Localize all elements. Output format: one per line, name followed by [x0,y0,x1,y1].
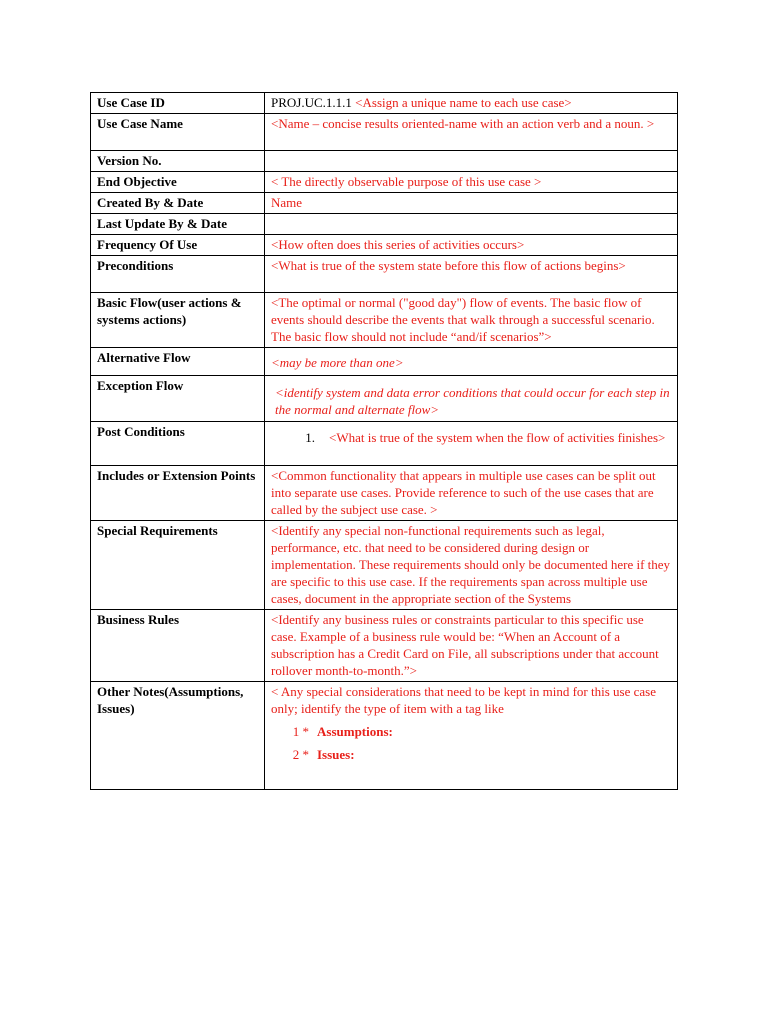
row-value: <Identify any business rules or constraints particular to this specific use case. Example of a business rule would be: “When an Account of a subscription has a Credit Card on File, all subscriptions under that account rollover month-to-month.”> [265,610,678,682]
table-row [91,172,678,193]
row-label: Other Notes(Assumptions, Issues) [91,682,265,790]
list-item [271,429,672,446]
table-row [91,422,678,466]
row-label: Post Conditions [91,422,265,466]
row-label: Frequency Of Use [91,235,265,256]
row-label: Special Requirements [91,521,265,610]
table-row [91,193,678,214]
list-number: 1. [305,430,315,445]
table-row [91,93,678,114]
table-row [91,235,678,256]
row-label: Version No. [91,151,265,172]
post-conditions-list [271,429,672,446]
row-label: Business Rules [91,610,265,682]
tag-item-issues [271,746,672,763]
use-case-id-value: PROJ.UC.1.1.1 [271,95,356,110]
list-item-text: <What is true of the system when the flow of activities finishes> [329,430,666,445]
table-row [91,214,678,235]
row-value: <may be more than one> [265,348,678,376]
row-value: <identify system and data error conditions that could occur for each step in the normal and alternate flow> [265,376,678,422]
table-row [91,293,678,348]
row-label: Exception Flow [91,376,265,422]
tag-label: Assumptions: [317,724,393,739]
row-label: Created By & Date [91,193,265,214]
row-label: Use Case Name [91,114,265,151]
table-row [91,151,678,172]
row-value [265,214,678,235]
table-row [91,521,678,610]
row-label: Use Case ID [91,93,265,114]
table-row [91,348,678,376]
row-value: Name [265,193,678,214]
use-case-id-hint: <Assign a unique name to each use case> [355,95,572,110]
row-value: <The optimal or normal ("good day") flow of events. The basic flow of events should describe the events that walk through a successful scenario. The basic flow should not include “and/if scenarios”> [265,293,678,348]
row-value: <How often does this series of activities occurs> [265,235,678,256]
table-row [91,466,678,521]
table-row [91,114,678,151]
row-value [265,151,678,172]
use-case-table [90,92,678,790]
tag-item-assumptions [271,723,672,740]
row-value [265,93,678,114]
row-label: End Objective [91,172,265,193]
other-notes-text: < Any special considerations that need to be kept in mind for this use case only; identify the type of item with a tag like [271,684,656,716]
row-label: Preconditions [91,256,265,293]
row-value: <Identify any special non-functional requirements such as legal, performance, etc. that need to be considered during design or implementation. These requirements should only be documented here if they are specific to this use case. If the requirements span across multiple use cases, document in the appropriate section of the Systems [265,521,678,610]
row-value [265,682,678,790]
row-value: <What is true of the system state before this flow of actions begins> [265,256,678,293]
row-value [265,422,678,466]
row-value: < The directly observable purpose of this use case > [265,172,678,193]
table-row [91,610,678,682]
row-label: Last Update By & Date [91,214,265,235]
table-row [91,256,678,293]
row-value: <Name – concise results oriented-name with an action verb and a noun. > [265,114,678,151]
row-value: <Common functionality that appears in multiple use cases can be split out into separate use cases. Provide reference to such of the use cases that are called by the subject use case. > [265,466,678,521]
row-label: Includes or Extension Points [91,466,265,521]
tag-number: 1 * [292,724,309,739]
table-row [91,682,678,790]
tag-number: 2 * [292,747,309,762]
row-label: Basic Flow(user actions & systems actions) [91,293,265,348]
tag-label: Issues: [317,747,355,762]
row-label: Alternative Flow [91,348,265,376]
table-row [91,376,678,422]
